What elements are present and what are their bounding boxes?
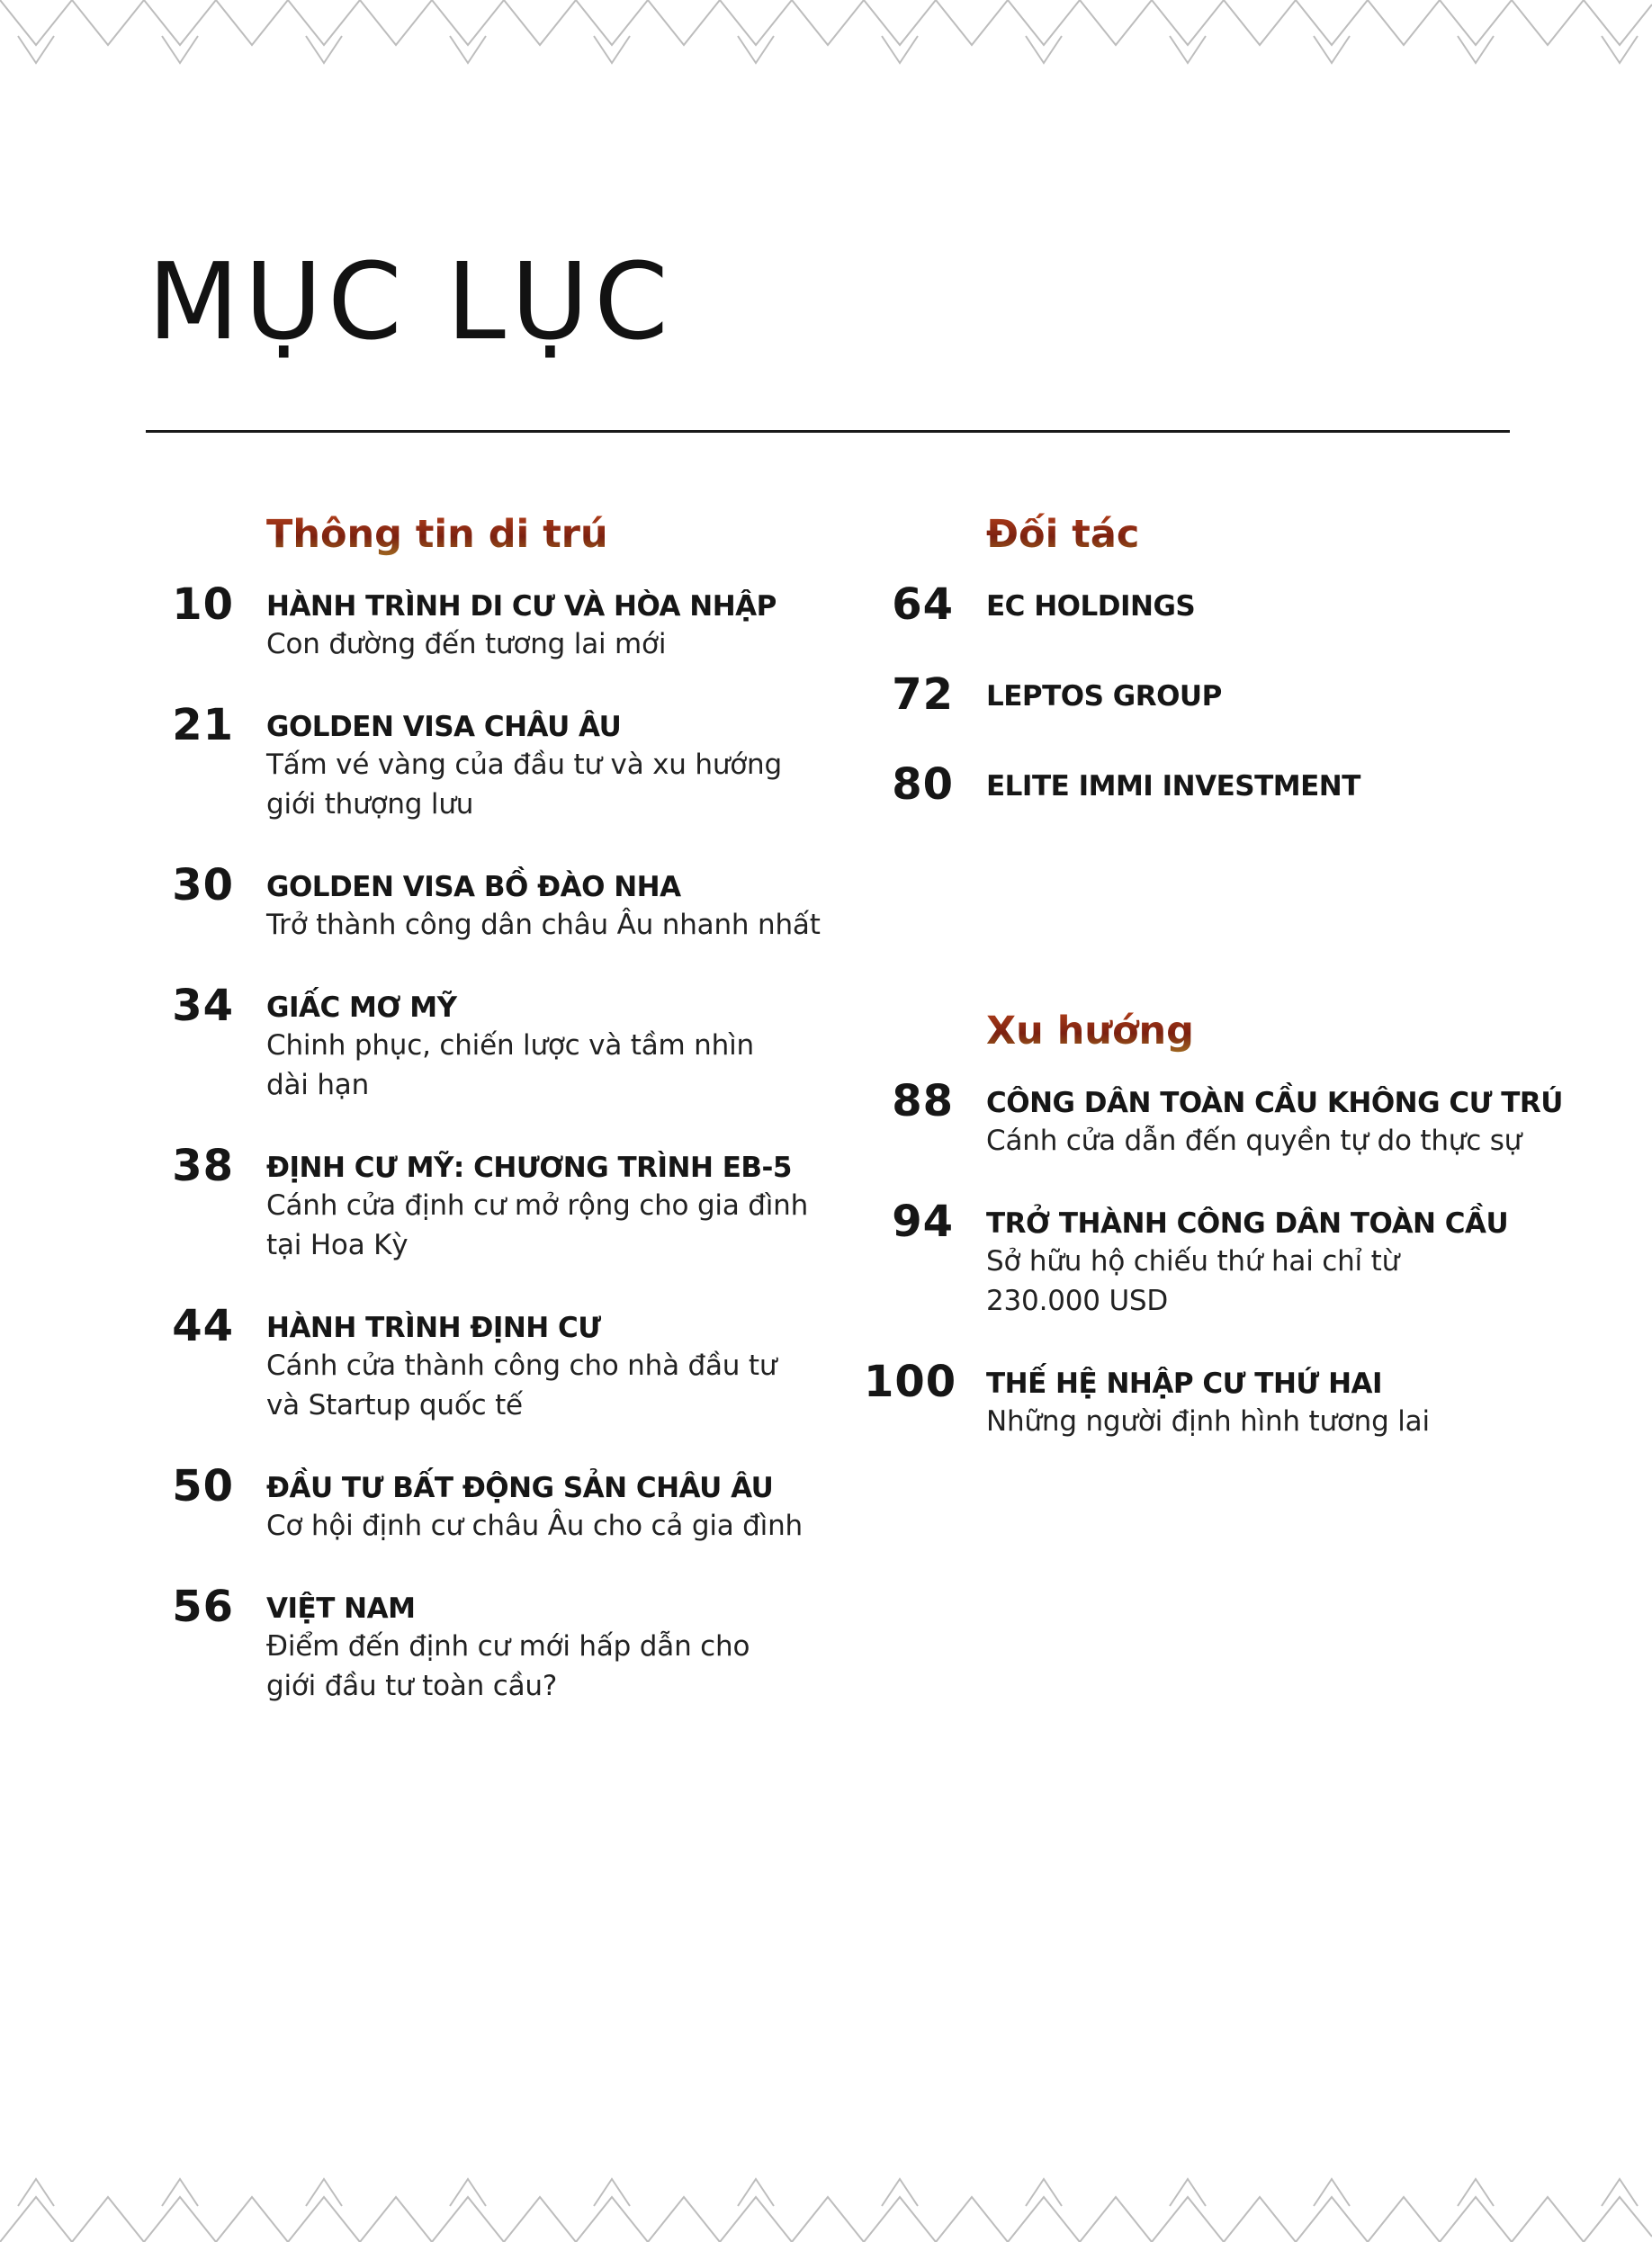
- entry-title: HÀNH TRÌNH ĐỊNH CƯ: [266, 1312, 601, 1344]
- entry-title: GIẤC MƠ MỸ: [266, 991, 457, 1024]
- page-number: 38: [172, 1141, 234, 1191]
- toc-entry[interactable]: [144, 1301, 828, 1425]
- entry-subtitle: Cánh cửa thành công cho nhà đầu tư và Startup quốc tế: [266, 1350, 777, 1421]
- entry-subtitle: Tấm vé vàng của đầu tư và xu hướng giới thượng lưu: [266, 749, 782, 821]
- toc-entry[interactable]: [144, 700, 828, 824]
- page-number: 80: [892, 759, 954, 810]
- entry-subtitle: Sở hữu hộ chiếu thứ hai chỉ từ 230.000 USD: [986, 1245, 1400, 1317]
- page-number: 30: [172, 860, 234, 910]
- page-number: 56: [172, 1582, 234, 1632]
- entry-subtitle: Con đường đến tương lai mới: [266, 628, 667, 660]
- entry-title: LEPTOS GROUP: [986, 680, 1222, 713]
- page-number: 88: [892, 1076, 954, 1126]
- left-column: [144, 506, 828, 1742]
- entry-subtitle: Trở thành công dân châu Âu nhanh nhất: [266, 909, 821, 941]
- section-heading-immigration-info: Thông tin di trú: [266, 512, 608, 557]
- page-number: 10: [172, 579, 234, 630]
- page-number: 21: [172, 700, 234, 750]
- toc-entry[interactable]: [144, 579, 828, 664]
- toc-entry[interactable]: [864, 759, 1548, 810]
- toc-entry[interactable]: [864, 1357, 1548, 1441]
- toc-entry[interactable]: [864, 579, 1548, 630]
- toc-entry[interactable]: [864, 669, 1548, 720]
- toc-entry[interactable]: [144, 981, 828, 1105]
- toc-entry[interactable]: [864, 1076, 1563, 1161]
- entry-title: ELITE IMMI INVESTMENT: [986, 770, 1360, 803]
- entry-title: ĐẦU TƯ BẤT ĐỘNG SẢN CHÂU ÂU: [266, 1472, 774, 1504]
- entry-title: ĐỊNH CƯ MỸ: CHƯƠNG TRÌNH EB-5: [266, 1152, 792, 1184]
- entry-title: THẾ HỆ NHẬP CƯ THỨ HAI: [986, 1368, 1383, 1400]
- entry-subtitle: Những người định hình tương lai: [986, 1405, 1430, 1438]
- page-number: 64: [892, 579, 954, 630]
- toc-entry[interactable]: [864, 1197, 1548, 1321]
- page-number: 100: [864, 1357, 957, 1407]
- decorative-pattern-bottom: [0, 2156, 1652, 2242]
- entry-title: GOLDEN VISA BỒ ĐÀO NHA: [266, 871, 681, 903]
- entry-subtitle: Cánh cửa định cư mở rộng cho gia đình tại Hoa Kỳ: [266, 1189, 809, 1261]
- section-heading-trends: Xu hướng: [986, 1009, 1194, 1054]
- entry-title: VIỆT NAM: [266, 1592, 416, 1625]
- entry-subtitle: Điểm đến định cư mới hấp dẫn cho giới đầu tư toàn cầu?: [266, 1630, 750, 1702]
- entry-subtitle: Cơ hội định cư châu Âu cho cả gia đình: [266, 1510, 803, 1542]
- entry-title: CÔNG DÂN TOÀN CẦU KHÔNG CƯ TRÚ: [986, 1087, 1563, 1119]
- entry-title: TRỞ THÀNH CÔNG DÂN TOÀN CẦU: [986, 1207, 1509, 1240]
- decorative-pattern-top: [0, 0, 1652, 86]
- right-column: [864, 506, 1563, 1477]
- entry-title: HÀNH TRÌNH DI CƯ VÀ HÒA NHẬP: [266, 590, 777, 623]
- toc-entry[interactable]: [144, 860, 828, 945]
- page-number: 34: [172, 981, 234, 1031]
- toc-entry[interactable]: [144, 1582, 828, 1706]
- toc-entry[interactable]: [144, 1461, 828, 1546]
- entry-title: GOLDEN VISA CHÂU ÂU: [266, 711, 622, 743]
- entry-subtitle: Chinh phục, chiến lược và tầm nhìn dài hạn: [266, 1029, 754, 1101]
- entry-subtitle: Cánh cửa dẫn đến quyền tự do thực sự: [986, 1125, 1522, 1157]
- page-number: 94: [892, 1197, 954, 1247]
- page-number: 44: [172, 1301, 234, 1351]
- section-heading-partners: Đối tác: [986, 512, 1140, 557]
- page-number: 72: [892, 669, 954, 720]
- toc-entry[interactable]: [144, 1141, 828, 1265]
- entry-title: EC HOLDINGS: [986, 590, 1196, 623]
- title-divider: [146, 430, 1510, 433]
- page-number: 50: [172, 1461, 234, 1511]
- page-title: MỤC LỤC: [148, 239, 674, 363]
